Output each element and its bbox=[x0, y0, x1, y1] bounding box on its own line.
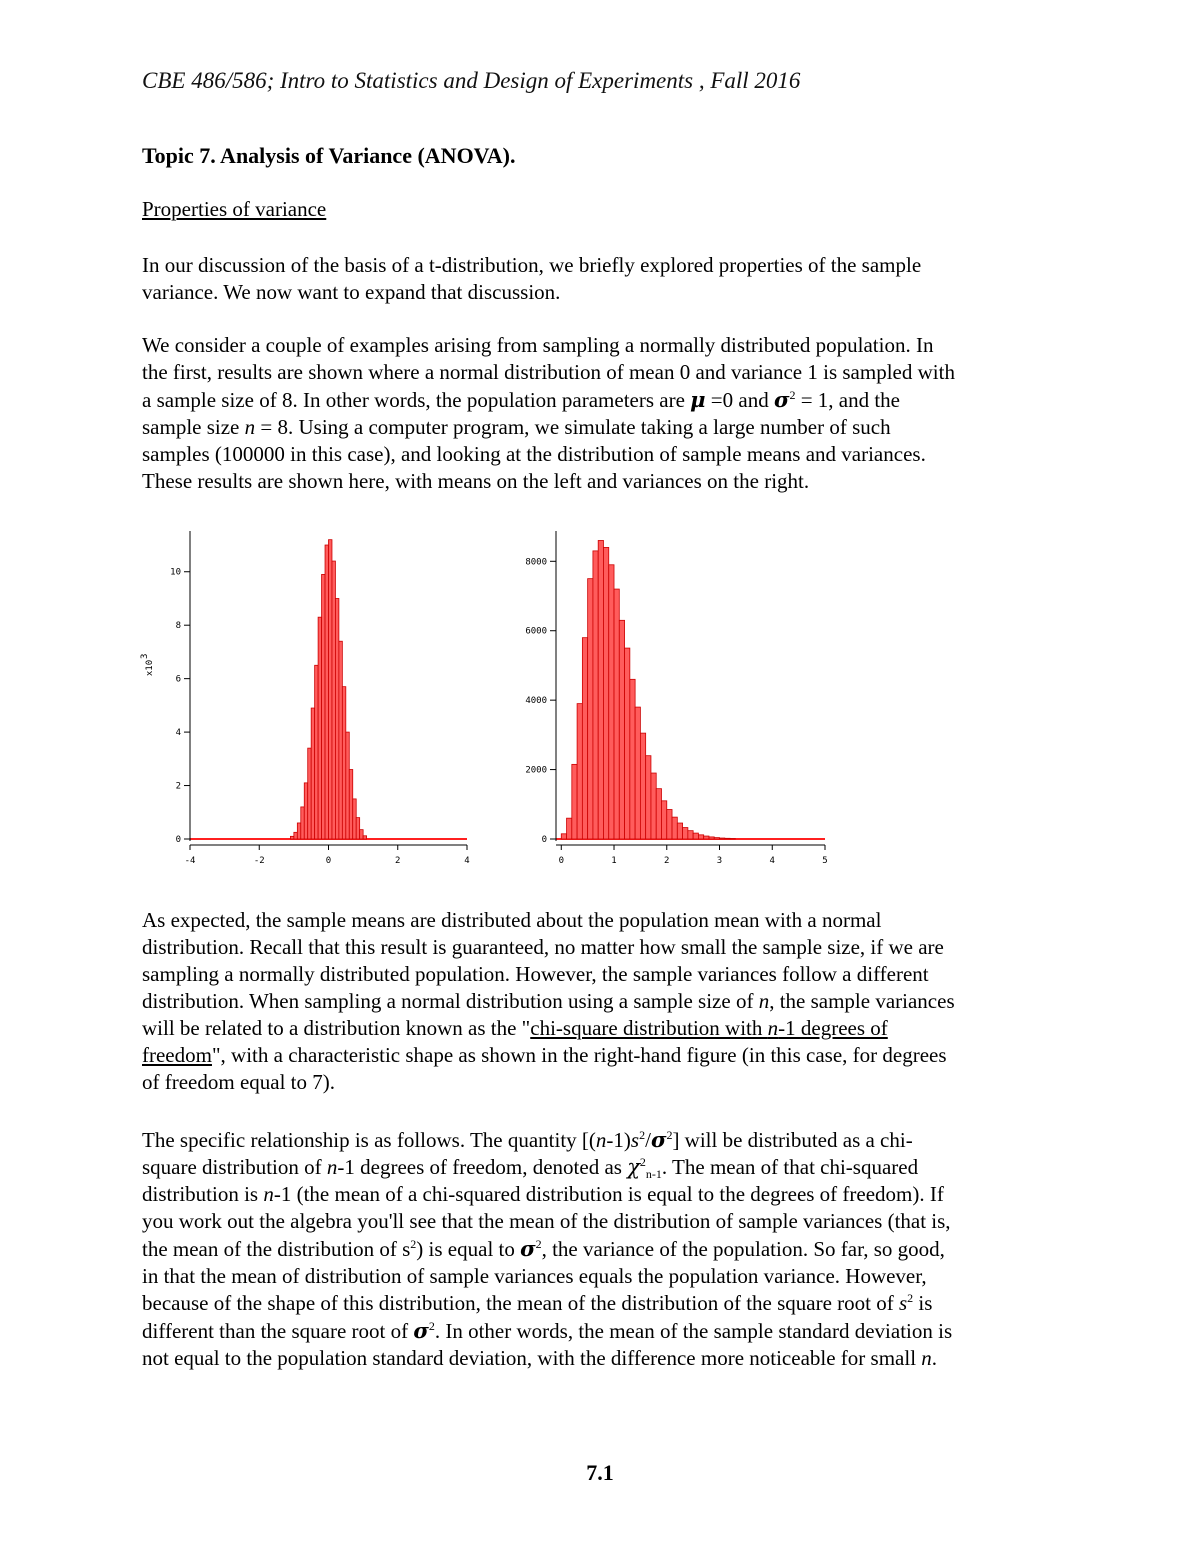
histogram-bar bbox=[360, 830, 363, 839]
y-tick-label: 4 bbox=[175, 728, 181, 739]
text-line: the mean of the distribution of $s^2$) is equal to $\sigma^2$, the variance of the population. So far, so good, bbox=[142, 1236, 945, 1261]
y-tick-label: 4000 bbox=[525, 696, 547, 707]
x-tick-label: 0 bbox=[558, 856, 564, 866]
paragraph-examples bbox=[142, 332, 1062, 495]
section-heading: Properties of variance bbox=[142, 197, 327, 221]
text-line: in that the mean of distribution of sample variances equals the population variance. However, bbox=[142, 1264, 927, 1288]
histogram-bar bbox=[588, 579, 593, 839]
histogram-bar bbox=[318, 617, 321, 839]
histogram-bar bbox=[304, 783, 307, 839]
histogram-bar bbox=[619, 620, 624, 839]
histogram-bar bbox=[572, 764, 577, 839]
histogram-bar bbox=[646, 756, 651, 839]
x-tick-label: 5 bbox=[822, 856, 828, 866]
page-number: 7.1 bbox=[586, 1460, 614, 1485]
y-tick-label: 6000 bbox=[525, 626, 547, 637]
y-axis-label bbox=[140, 654, 155, 677]
text-line: We consider a couple of examples arising from sampling a normally distributed population. In bbox=[142, 333, 934, 357]
x-tick-label: 2 bbox=[395, 856, 401, 866]
text-line: a sample size of 8. In other words, the population parameters are μ =0 and $\sigma^2 = 1$, and the bbox=[142, 387, 901, 412]
histogram-bar bbox=[609, 565, 614, 839]
means-histogram bbox=[130, 520, 480, 870]
histogram-bar bbox=[635, 707, 640, 839]
histogram-figures bbox=[130, 520, 850, 880]
histogram-bar bbox=[593, 551, 598, 839]
paragraph-chi-square bbox=[142, 907, 1062, 1096]
text-line: samples (100000 in this case), and looking at the distribution of sample means and variances. bbox=[142, 442, 926, 466]
y-tick-label: 8 bbox=[175, 621, 181, 632]
histogram-bar bbox=[698, 835, 703, 839]
text-line: square distribution of n-1 degrees of freedom, denoted as $\chi^2_{n-1}$. The mean of that chi-squared bbox=[142, 1155, 919, 1181]
text-line: sampling a normally distributed population. However, the sample variances follow a different bbox=[142, 962, 929, 986]
histogram-bar bbox=[297, 823, 300, 839]
histogram-bar bbox=[651, 773, 656, 839]
x-tick-label: 3 bbox=[716, 856, 723, 866]
histogram-bar bbox=[329, 540, 332, 839]
histogram-bar bbox=[308, 748, 311, 839]
y-tick-label: 8000 bbox=[525, 557, 547, 568]
histogram-bar bbox=[577, 704, 582, 839]
histogram-bar bbox=[335, 598, 338, 839]
histogram-bar bbox=[294, 832, 297, 839]
text-line: the first, results are shown where a normal distribution of mean 0 and variance 1 is sampled with bbox=[142, 360, 955, 384]
text-line: freedom", with a characteristic shape as shown in the right-hand figure (in this case, for degrees bbox=[142, 1043, 947, 1067]
histogram-bar bbox=[667, 809, 672, 839]
text-line: distribution. When sampling a normal distribution using a sample size of n, the sample variances bbox=[142, 989, 955, 1013]
histogram-bar bbox=[603, 547, 608, 839]
text-line: In our discussion of the basis of a t-distribution, we briefly explored properties of the sample bbox=[142, 253, 922, 277]
text-line: variance. We now want to expand that discussion. bbox=[142, 280, 561, 304]
histogram-bar bbox=[693, 833, 698, 839]
text-line: As expected, the sample means are distributed about the population mean with a normal bbox=[142, 908, 882, 932]
histogram-bar bbox=[322, 574, 325, 839]
y-tick-label: 0 bbox=[541, 835, 547, 845]
histogram-bar bbox=[353, 799, 356, 839]
text-line: because of the shape of this distribution, the mean of the distribution of the square root of $s^2$ is bbox=[142, 1291, 933, 1315]
histogram-bar bbox=[688, 831, 693, 839]
chi-symbol: χ bbox=[627, 1155, 640, 1179]
x-tick-label: -2 bbox=[253, 856, 265, 866]
histogram-bar bbox=[567, 818, 572, 839]
histogram-bar bbox=[561, 834, 566, 839]
histogram-bar bbox=[704, 836, 709, 839]
histogram-bar bbox=[356, 818, 359, 839]
histogram-bar bbox=[582, 638, 587, 839]
course-header: CBE 486/586; Intro to Statistics and Design of Experiments , Fall 2016 bbox=[142, 68, 801, 93]
histogram-bar bbox=[661, 801, 666, 839]
histogram-bar bbox=[709, 837, 714, 839]
histogram-bar bbox=[677, 823, 682, 839]
histogram-bar bbox=[346, 732, 349, 839]
x-tick-label: 1 bbox=[611, 856, 617, 866]
histogram-bar bbox=[720, 838, 725, 839]
histogram-bar bbox=[656, 789, 661, 839]
histogram-bar bbox=[290, 836, 293, 839]
histogram-bar bbox=[725, 838, 730, 839]
histogram-bar bbox=[339, 641, 342, 839]
x-tick-label: 0 bbox=[325, 856, 332, 866]
mu-symbol: μ bbox=[690, 387, 706, 412]
paragraph-relationship bbox=[142, 1126, 1062, 1372]
x-tick-label: -4 bbox=[184, 856, 196, 866]
paragraph-intro bbox=[142, 252, 1062, 306]
histogram-bar bbox=[640, 733, 645, 839]
text-line: of freedom equal to 7). bbox=[142, 1070, 336, 1094]
histogram-bar bbox=[311, 708, 314, 839]
text-line: distribution is n-1 (the mean of a chi-squared distribution is equal to the degrees of freedom). If bbox=[142, 1182, 944, 1206]
histogram-bar bbox=[332, 561, 335, 839]
text-line: you work out the algebra you'll see that the mean of the distribution of sample variances (that is, bbox=[142, 1209, 951, 1233]
histogram-bar bbox=[363, 836, 366, 839]
histogram-bar bbox=[325, 545, 328, 839]
histogram-bar bbox=[630, 679, 635, 839]
histogram-bar bbox=[714, 838, 719, 839]
text-line: These results are shown here, with means on the left and variances on the right. bbox=[142, 469, 810, 493]
text-line: sample size n = 8. Using a computer program, we simulate taking a large number of such bbox=[142, 415, 891, 439]
chi-square-link: chi-square distribution with n-1 degrees of bbox=[530, 1016, 888, 1040]
x-tick-label: 4 bbox=[464, 856, 470, 866]
histogram-bar bbox=[301, 807, 304, 839]
variances-histogram bbox=[500, 520, 850, 870]
y-axis-label-exponent: 3 bbox=[140, 653, 150, 659]
y-axis-label-text: x10 bbox=[145, 659, 155, 677]
x-tick-label: 4 bbox=[769, 856, 775, 866]
text-line: will be related to a distribution known as the "chi-square distribution with n-1 degrees of bbox=[142, 1016, 888, 1040]
text-line: The specific relationship is as follows. The quantity $[(n-1)s^2/\sigma^2]$ will be distributed as a chi- bbox=[142, 1127, 913, 1152]
y-tick-label: 2 bbox=[175, 781, 181, 792]
n-variable: n bbox=[244, 415, 256, 439]
histogram-bar bbox=[672, 817, 677, 839]
histogram-bar bbox=[342, 687, 345, 839]
histogram-bar bbox=[598, 540, 603, 839]
y-tick-label: 0 bbox=[175, 835, 181, 845]
text-line: not equal to the population standard deviation, with the difference more noticeable for small n. bbox=[142, 1346, 938, 1370]
histogram-bar bbox=[683, 828, 688, 839]
histogram-bar bbox=[315, 665, 318, 839]
histogram-bar bbox=[614, 589, 619, 839]
histogram-bar bbox=[625, 648, 630, 839]
topic-title: Topic 7. Analysis of Variance (ANOVA). bbox=[142, 143, 516, 168]
y-tick-label: 2000 bbox=[525, 765, 547, 776]
histogram-bar bbox=[349, 770, 352, 839]
text-line: different than the square root of $\sigma^2$. In other words, the mean of the sample standard deviation is bbox=[142, 1318, 953, 1343]
x-tick-label: 2 bbox=[664, 856, 670, 866]
y-tick-label: 10 bbox=[170, 567, 181, 578]
sigma-symbol: σ bbox=[773, 387, 790, 412]
text-line: distribution. Recall that this result is guaranteed, no matter how small the sample size, if we are bbox=[142, 935, 944, 959]
y-tick-label: 6 bbox=[175, 674, 181, 685]
